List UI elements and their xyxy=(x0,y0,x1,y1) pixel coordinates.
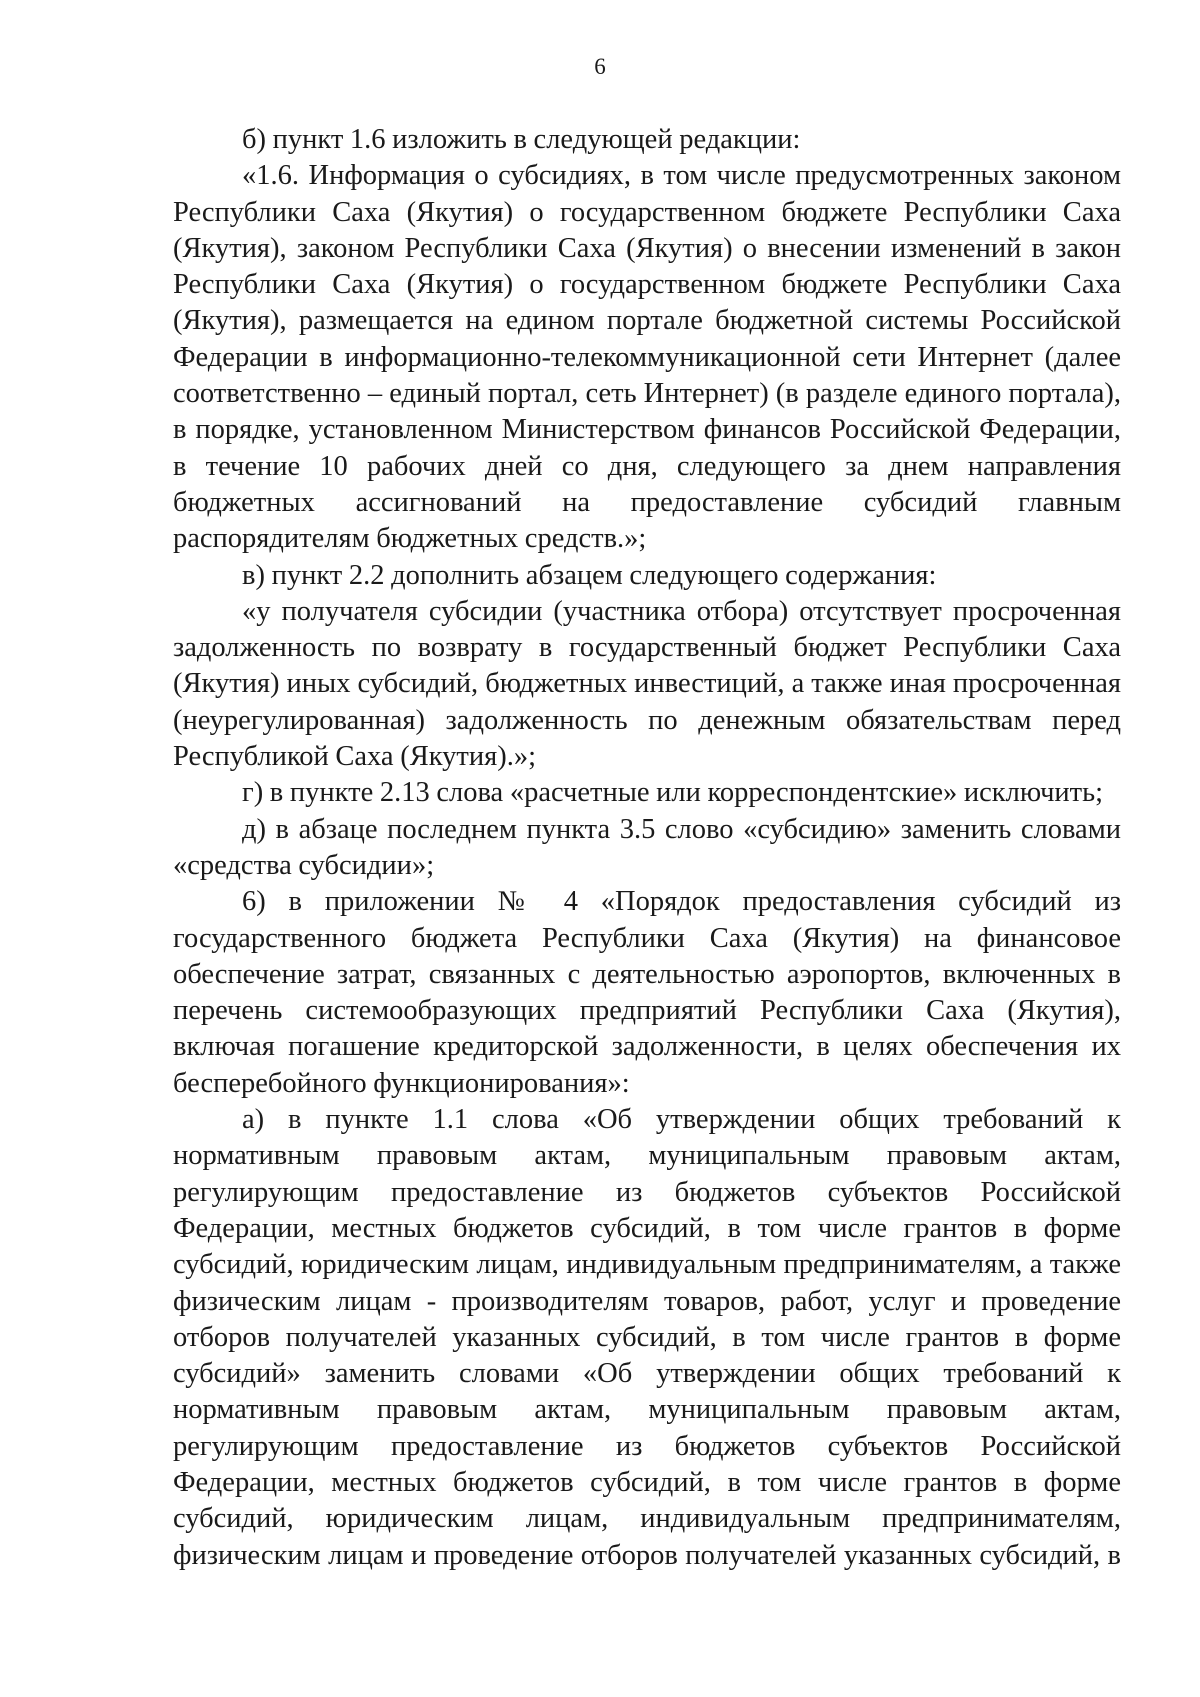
paragraph-quote-1-6: «1.6. Информация о субсидиях, в том числе предусмотренных законом Республики Саха (Якутия) о государственном бюджете Республики Саха (Якутия), законом Республики Саха (Якутия) о внесении изменений в закон Республики Саха (Якутия) о государственном бюджете Республики Саха (Якутия), размещается на едином портале бюджетной системы Российской Федерации в информационно-телекоммуникационной сети Интернет (далее соответственно – единый портал, сеть Интернет) (в разделе единого портала), в порядке, установленном Министерством финансов Российской Федерации, в течение 10 рабочих дней со дня, следующего за днем направления бюджетных ассигнований на предоставление субсидий главным распорядителям бюджетных средств.»; xyxy=(173,160,1121,555)
page-number: 6 xyxy=(594,54,606,79)
paragraph-item-d: д) в абзаце последнем пункта 3.5 слово «субсидию» заменить словами «средства субсидии»; xyxy=(173,813,1121,881)
paragraph-item-6: 6) в приложении № 4 «Порядок предоставления субсидий из государственного бюджета Республики Саха (Якутия) на финансовое обеспечение затрат, связанных с деятельностью аэропортов, включенных в перечень системообразующих предприятий Республики Саха (Якутия), включая погашение кредиторской задолженности, в целях обеспечения их бесперебойного функционирования»: xyxy=(173,886,1121,1099)
paragraph-item-a: а) в пункте 1.1 слова «Об утверждении общих требований к нормативным правовым актам, муниципальным правовым актам, регулирующим предоставление из бюджетов субъектов Российской Федерации, местных бюджетов субсидий, в том числе грантов в форме субсидий, юридическим лицам, индивидуальным предпринимателям, а также физическим лицам - производителям товаров, работ, услуг и проведение отборов получателей указанных субсидий, в том числе грантов в форме субсидий» заменить словами «Об утверждении общих требований к нормативным правовым актам, муниципальным правовым актам, регулирующим предоставление из бюджетов субъектов Российской Федерации, местных бюджетов субсидий, в том числе грантов в форме субсидий, юридическим лицам, индивидуальным предпринимателям, физическим лицам и проведение отборов получателей указанных субсидий, в xyxy=(173,1104,1121,1571)
paragraph-item-b: б) пункт 1.6 изложить в следующей редакции: xyxy=(242,124,801,155)
paragraph-item-v: в) пункт 2.2 дополнить абзацем следующего содержания: xyxy=(242,559,937,591)
document-body xyxy=(173,122,1121,1574)
paragraph-quote-2-2: «у получателя субсидии (участника отбора) отсутствует просроченная задолженность по возврату в государственный бюджет Республики Саха (Якутия) иных субсидий, бюджетных инвестиций, а также иная просроченная (неурегулированная) задолженность по денежным обязательствам перед Республикой Саха (Якутия).»; xyxy=(173,595,1121,773)
paragraph-item-g: г) в пункте 2.13 слова «расчетные или корреспондентские» исключить; xyxy=(242,777,1104,809)
